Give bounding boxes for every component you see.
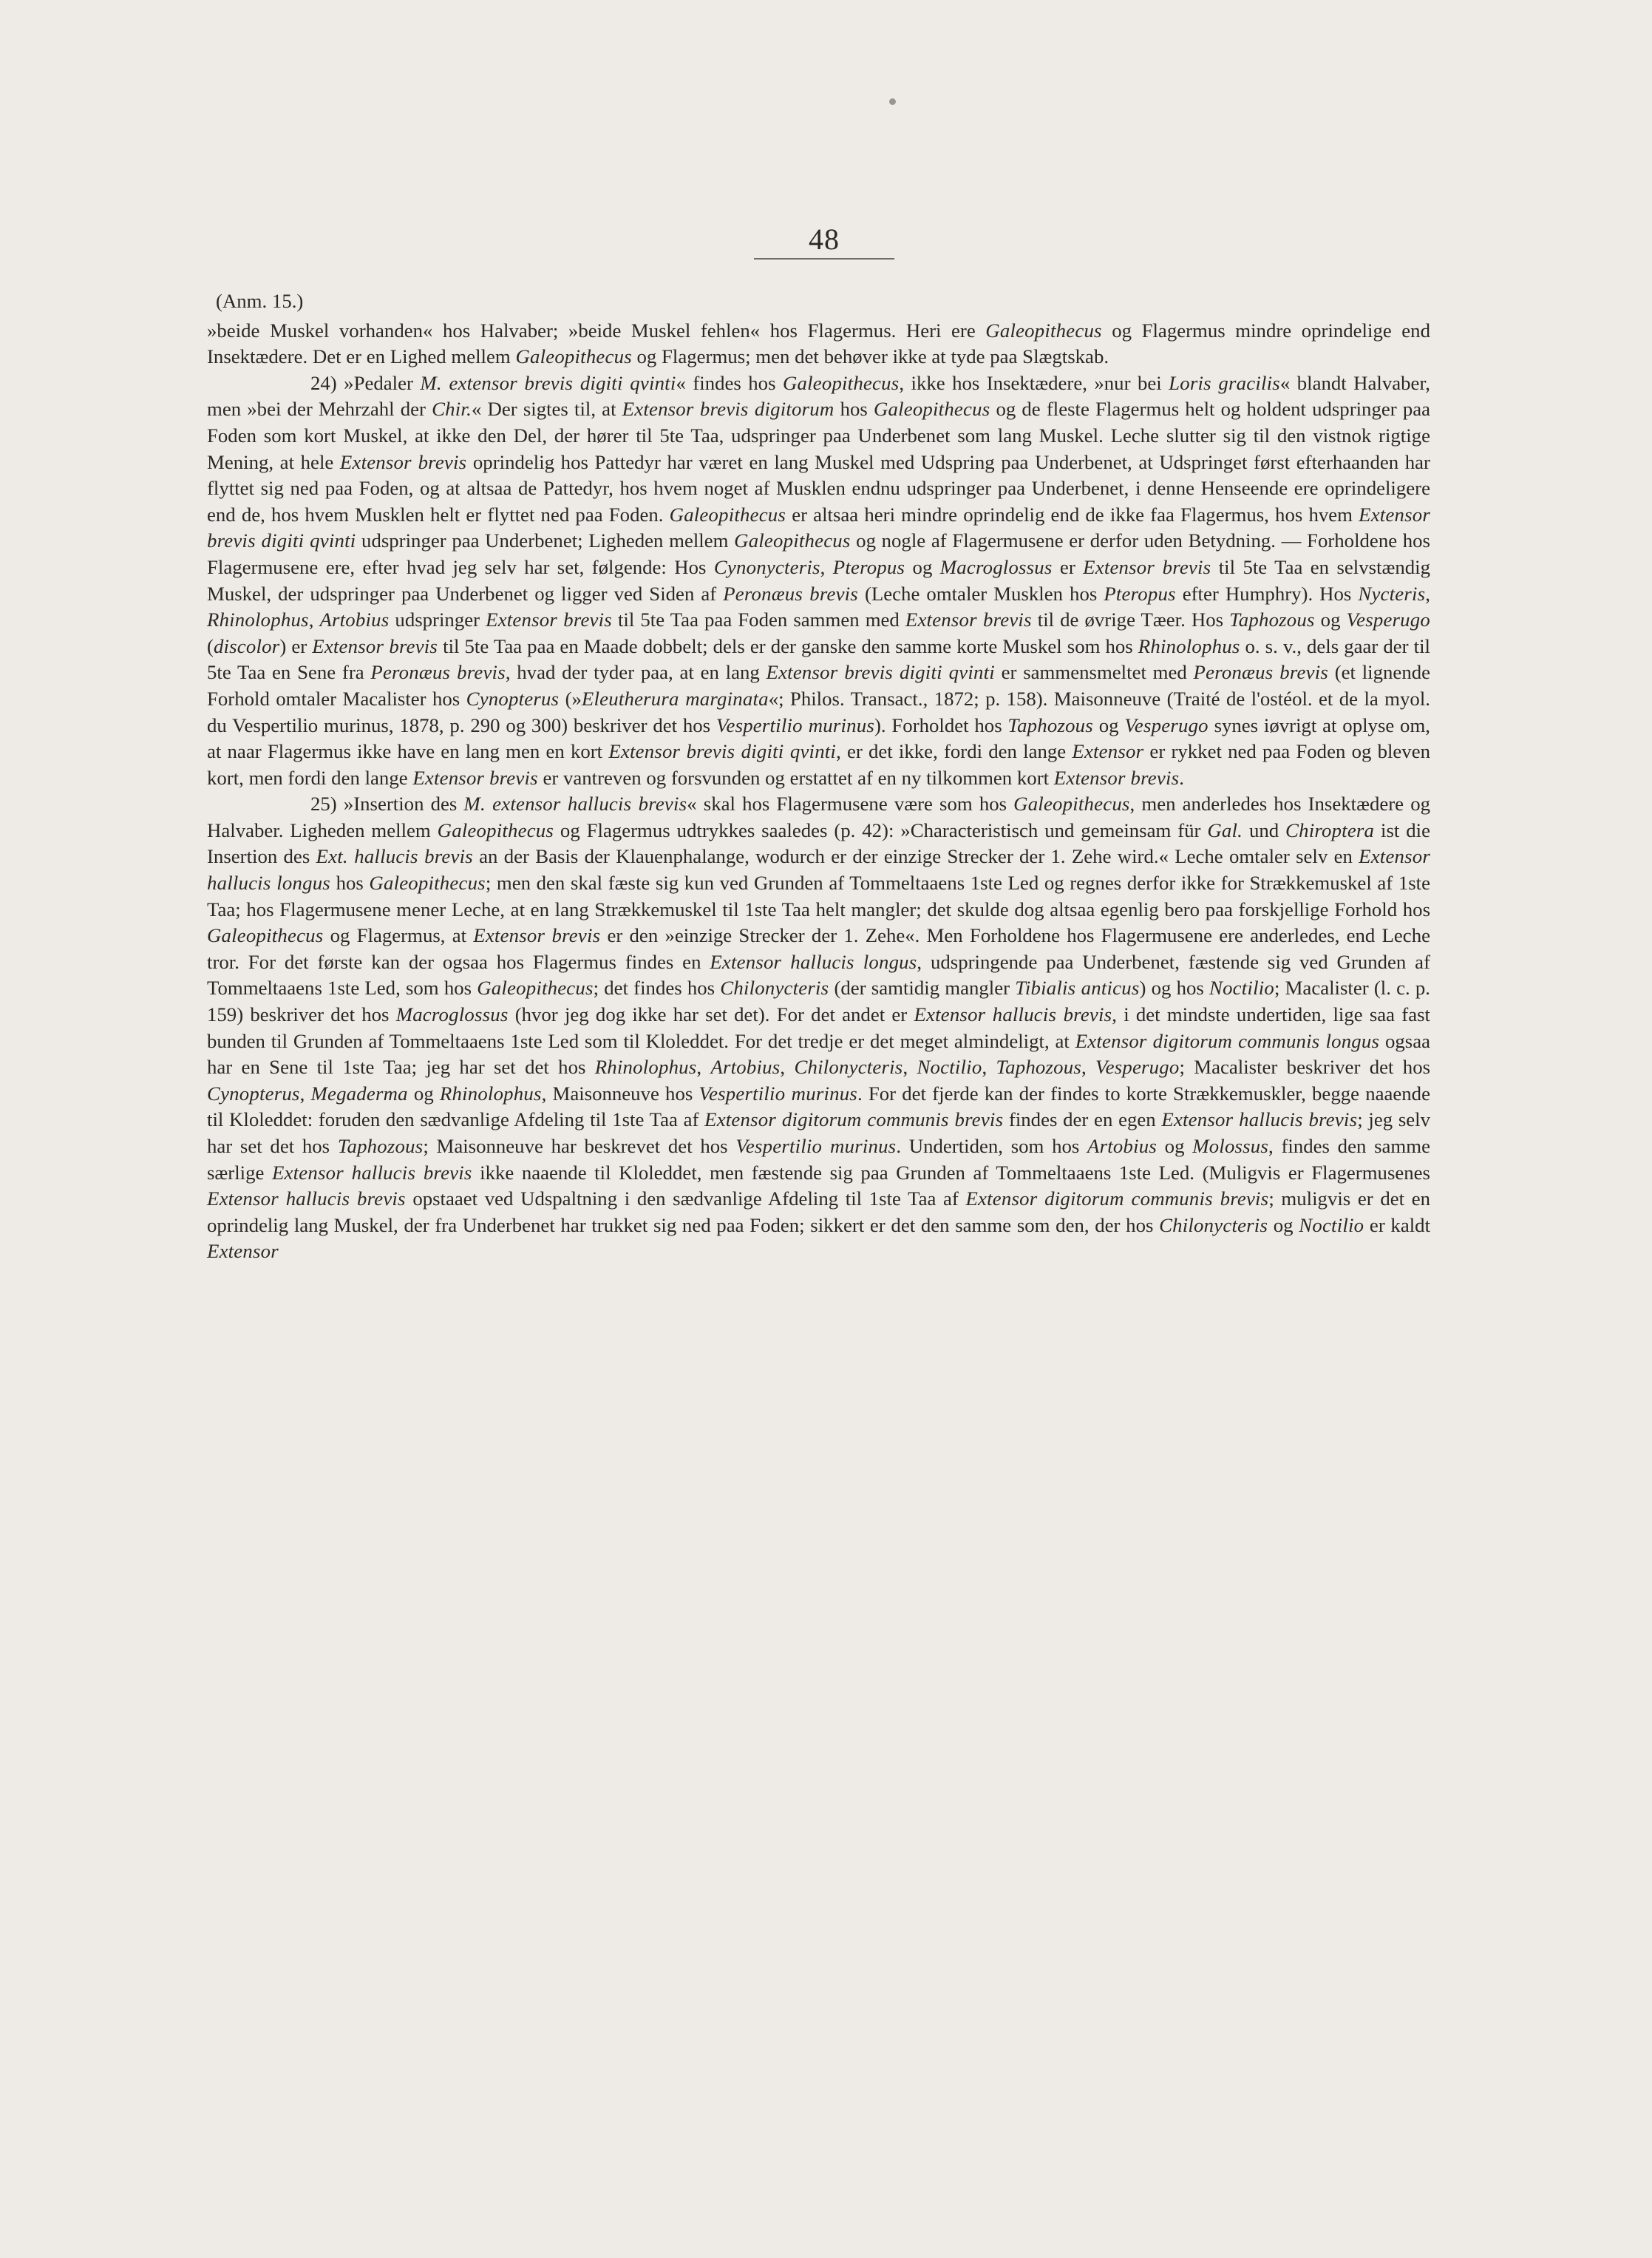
italic-term: Extensor digitorum communis brevis (704, 1108, 1004, 1131)
text-run: ikke naaende til Kloleddet, men fæstende sig paa Grunden af Tommeltaaens 1ste Led. (Muligvis er Flagermusenes (472, 1161, 1430, 1184)
italic-term: Nycteris (1358, 582, 1426, 605)
italic-term: Extensor hallucis brevis (914, 1003, 1112, 1026)
italic-term: Loris gracilis (1169, 371, 1280, 394)
page-text (207, 288, 1430, 1265)
italic-term: Pteropus (1104, 582, 1176, 605)
text-run: og (1092, 713, 1125, 736)
text-run: er den »einzige Strecker der 1. Zehe«. Men Forholdene hos Flagermusene ere anderledes, end Leche tror. For det første kan der ogsaa hos Flagermus findes en (207, 924, 1430, 973)
text-run: (der samtidig mangler (829, 977, 1016, 1000)
text-run: ; men den skal fæste sig kun ved Grunden af Tommeltaaens 1ste Led og regnes derfor ikke for Strækkemuskel af 1ste Taa; hos Flagermusene mener Leche, at en lang Strækkemuskel til 1ste Taa helt mangler; det skulde dog altsaa egenlig bero paa forskjellige Forhold hos (207, 872, 1430, 921)
italic-term: Vespertilio murinus (735, 1135, 897, 1157)
text-run: « Der sigtes til, at (471, 398, 622, 421)
text-run: »beide Muskel vorhanden« hos Halvaber; »beide Muskel fehlen« hos Flagermus. Heri ere (207, 319, 986, 342)
text-run: . For det fjerde kan der findes to korte Strækkemuskler, begge naaende til Kloleddet: foruden den sædvanlige Afdeling til 1ste Taa af (207, 1082, 1430, 1131)
text-run: , (299, 1082, 311, 1105)
text-run: « findes hos (676, 371, 783, 394)
text-run: , (1425, 582, 1430, 605)
italic-term: Galeopithecus (1013, 793, 1130, 816)
italic-term: Extensor brevis (905, 608, 1032, 631)
text-run: . Undertiden, som hos (896, 1135, 1088, 1157)
text-run: og (407, 1082, 440, 1105)
ink-speck (889, 98, 896, 105)
text-run: opstaaet ved Udspaltning i den sædvanlige Afdeling til 1ste Taa af (405, 1187, 966, 1210)
italic-term: Extensor digitorum communis longus (1075, 1029, 1380, 1052)
italic-term: Vesperugo (1095, 1056, 1180, 1079)
text-run: ogsaa har en Sene til 1ste Taa; jeg har set det hos (207, 1029, 1430, 1079)
italic-term: Galeopithecus (985, 319, 1102, 342)
text-run: og Flagermus, at (323, 924, 474, 947)
text-run: er sammensmeltet med (994, 661, 1194, 684)
italic-term: Extensor brevis digiti qvinti (207, 503, 1430, 552)
italic-term: Galeopithecus (437, 818, 554, 841)
text-run: og nogle af Flagermusene er derfor uden Betydning. — Forholdene hos Flagermusene ere, efter hvad jeg selv har set, følgende: Hos (207, 529, 1430, 578)
page-number: 48 (754, 222, 894, 260)
text-run: ) er (279, 634, 313, 657)
italic-term: Cynopterus (207, 1082, 300, 1105)
text-run: , i det mindste undertiden, lige saa fast bunden til Grunden af Tommeltaaens 1ste Led som til Kloleddet. For det tredje er det meget almindeligt, at (207, 1003, 1430, 1052)
text-run: , udspringende paa Underbenet, fæstende sig ved Grunden af Tommeltaaens 1ste Led, som hos (207, 950, 1430, 1000)
text-run: an der Basis der Klauenphalange, wodurch er der einzige Strecker der 1. Zehe wird.« Leche omtaler selv en (472, 845, 1359, 868)
text-run: til de øvrige Tæer. Hos (1031, 608, 1230, 631)
italic-term: Macroglossus (939, 555, 1053, 578)
italic-term: Eleutherura marginata (581, 687, 769, 710)
text-run: , (780, 1056, 795, 1079)
note-label: (Anm. 15.) (216, 290, 304, 312)
text-run: er rykket ned paa Foden og bleven kort, men fordi den lange (207, 740, 1431, 789)
italic-term: Galeopithecus (515, 345, 632, 368)
italic-term: Peronæus brevis (370, 661, 506, 684)
italic-term: Extensor (1072, 740, 1144, 763)
text-run: og (1156, 1135, 1193, 1157)
italic-term: Noctilio (917, 1056, 982, 1079)
text-run: 24) »Pedaler (310, 371, 421, 394)
italic-term: Chilonycteris (1159, 1213, 1268, 1236)
text-run: ist die Insertion des (207, 818, 1430, 868)
text-run: ; Maisonneuve har beskrevet det hos (423, 1135, 736, 1157)
italic-term: Noctilio (1209, 977, 1274, 1000)
text-run: , (903, 1056, 917, 1079)
italic-term: Taphozous (1229, 608, 1315, 631)
italic-term: Macroglossus (395, 1003, 509, 1026)
body-text (207, 318, 1430, 1265)
text-run: ). Forholdet hos (874, 713, 1008, 736)
text-run: efter Humphry). Hos (1175, 582, 1359, 605)
italic-term: Pteropus (832, 555, 905, 578)
paragraph (207, 318, 1430, 370)
italic-term: Taphozous (996, 1056, 1081, 1079)
text-run: udspringer paa Underbenet; Ligheden mellem (356, 529, 735, 552)
italic-term: Galeopithecus (369, 872, 486, 895)
italic-term: Chilonycteris (794, 1056, 903, 1079)
italic-term: Galeopithecus (782, 371, 900, 394)
italic-term: M. extensor brevis digiti qvinti (420, 371, 676, 394)
italic-term: Galeopithecus (734, 529, 851, 552)
text-run: og (1268, 1213, 1299, 1236)
text-run: , er det ikke, fordi den lange (836, 740, 1073, 763)
italic-term: Peronæus brevis (723, 582, 858, 605)
text-run: oprindelig hos Pattedyr har været en lang Muskel med Udspring paa Underbenet, at Udspringet først efterhaanden har flyttet sig ned paa Foden, og at altsaa de Pattedyr, hos hvem noget af Musklen endnu udspringer paa Underbenet, i denne Henseende ere oprindeligere end de, hos hvem Musklen helt er flyttet ned paa Foden. (207, 450, 1430, 526)
italic-term: M. extensor hallucis brevis (463, 793, 687, 816)
text-run: og Flagermus udtrykkes saaledes (p. 42): »Characteristisch und gemeinsam für (554, 818, 1208, 841)
text-run: , (696, 1056, 711, 1079)
italic-term: Gal. (1207, 818, 1243, 841)
text-run: « blandt Halvaber, men »bei der Mehrzahl der (207, 371, 1430, 421)
text-run: er altsaa heri mindre oprindelig end de ikke faa Flagermus, hos hvem (786, 503, 1359, 526)
text-run: ( (207, 634, 214, 657)
italic-term: Taphozous (337, 1135, 424, 1157)
text-run: findes der en egen (1003, 1108, 1162, 1131)
text-run: o. s. v., dels gaar der til 5te Taa en Sene fra (207, 634, 1430, 684)
text-run: , Maisonneuve hos (541, 1082, 699, 1105)
text-run: ; Macalister beskriver det hos (1179, 1056, 1431, 1079)
italic-term: Extensor hallucis longus (207, 845, 1430, 895)
text-run: til 5te Taa paa Foden sammen med (611, 608, 905, 631)
italic-term: Megaderma (310, 1082, 408, 1105)
text-run: , men anderledes hos Insektædere og Halvaber. Ligheden mellem (207, 793, 1430, 841)
italic-term: Galeopithecus (669, 503, 786, 526)
italic-term: Ext. hallucis brevis (316, 845, 473, 868)
text-run: ) og hos (1139, 977, 1210, 1000)
text-run: udspringer (389, 608, 486, 631)
text-run: , (1081, 1056, 1096, 1079)
italic-term: Extensor brevis digiti qvinti (766, 661, 995, 684)
text-run: og Flagermus; men det behøver ikke at tyde paa Slægtskab. (631, 345, 1109, 368)
italic-term: Galeopithecus (207, 924, 324, 947)
text-run: og Flagermus mindre oprindelige end Insektædere. Det er en Lighed mellem (207, 319, 1430, 368)
italic-term: Noctilio (1299, 1213, 1364, 1236)
italic-term: Rhinolophus (1138, 634, 1240, 657)
italic-term: Extensor hallucis brevis (1161, 1108, 1358, 1131)
italic-term: Chir. (432, 398, 472, 421)
italic-term: Rhinolophus (594, 1056, 697, 1079)
italic-term: Artobius (319, 608, 390, 631)
italic-term: Chilonycteris (720, 977, 829, 1000)
paragraph (207, 370, 1430, 792)
italic-term: Artobius (710, 1056, 781, 1079)
italic-term: Vespertilio murinus (698, 1082, 857, 1105)
text-run: (Leche omtaler Musklen hos (857, 582, 1104, 605)
paragraph (207, 791, 1430, 1265)
italic-term: Extensor hallucis longus (710, 950, 917, 973)
text-run: ; muligvis er det en oprindelig lang Muskel, der fra Underbenet har trukket sig ned paa Foden; sikkert er det den samme som den, der hos (207, 1187, 1430, 1236)
text-run: , (982, 1056, 996, 1079)
italic-term: Chiroptera (1285, 818, 1375, 841)
italic-term: Extensor brevis digiti qvinti (608, 740, 837, 763)
text-run: . (1179, 766, 1184, 789)
italic-term: Galeopithecus (477, 977, 594, 1000)
text-run: , findes den samme særlige (207, 1135, 1430, 1184)
italic-term: Vespertilio murinus (715, 713, 874, 736)
text-run: , (820, 555, 833, 578)
text-run: , hvad der tyder paa, at en lang (505, 661, 766, 684)
text-run: « skal hos Flagermusene være som hos (687, 793, 1014, 816)
italic-term: Rhinolophus (207, 608, 309, 631)
italic-term: Extensor brevis (486, 608, 612, 631)
text-run: og (905, 555, 940, 578)
italic-term: Extensor brevis (1083, 555, 1211, 578)
italic-term: Tibialis anticus (1015, 977, 1140, 1000)
text-run: hos (330, 872, 370, 895)
italic-term: Extensor brevis (339, 450, 467, 473)
text-run: , (308, 608, 320, 631)
text-run: hos (834, 398, 874, 421)
italic-term: Extensor hallucis brevis (271, 1161, 472, 1184)
italic-term: Extensor brevis (1053, 766, 1180, 789)
text-run: og (1314, 608, 1347, 631)
italic-term: Extensor brevis (312, 634, 438, 657)
italic-term: Cynonycteris (713, 555, 820, 578)
text-run: til 5te Taa paa en Maade dobbelt; dels er der ganske den samme korte Muskel som hos (438, 634, 1138, 657)
text-run: und (1243, 818, 1286, 841)
italic-term: Galeopithecus (873, 398, 990, 421)
italic-term: Molossus (1192, 1135, 1269, 1157)
text-run: (hvor jeg dog ikke har set det). For det andet er (508, 1003, 914, 1026)
italic-term: Artobius (1087, 1135, 1157, 1157)
italic-term: Vesperugo (1124, 713, 1209, 736)
text-run: og de fleste Flagermus helt og holdent udspringer paa Foden som kort Muskel, at ikke den Del, der hører til 5te Taa, udspringer paa Underbenet som lang Muskel. Leche slutter sig til den vistnok rigtige Mening, at hele (207, 398, 1431, 473)
text-run: , ikke hos Insektædere, »nur bei (899, 371, 1169, 394)
italic-term: Cynopterus (466, 687, 560, 710)
italic-term: Extensor brevis (473, 924, 601, 947)
text-run: synes iøvrigt at oplyse om, at naar Flagermus ikke have en lang men en kort (207, 713, 1430, 763)
italic-term: discolor (213, 634, 280, 657)
text-run: (et lignende Forhold omtaler Macalister hos (207, 661, 1431, 710)
italic-term: Extensor digitorum communis brevis (965, 1187, 1269, 1210)
text-run: (» (559, 687, 582, 710)
text-run: 25) »Insertion des (310, 793, 464, 816)
italic-term: Extensor brevis digitorum (622, 398, 835, 421)
text-run: er kaldt (1364, 1213, 1431, 1236)
text-run: ; det findes hos (593, 977, 721, 1000)
italic-term: Rhinolophus (439, 1082, 542, 1105)
italic-term: Peronæus brevis (1193, 661, 1328, 684)
italic-term: Taphozous (1007, 713, 1093, 736)
text-run: ; Macalister (l. c. p. 159) beskriver det hos (207, 977, 1431, 1026)
italic-term: Vesperugo (1346, 608, 1430, 631)
text-run: er vantreven og forsvunden og erstattet af en ny tilkommen kort (537, 766, 1054, 789)
italic-term: Extensor brevis (412, 766, 538, 789)
text-run: ; jeg selv har set det hos (207, 1108, 1431, 1157)
text-run: til 5te Taa en selvstændig Muskel, der udspringer paa Underbenet og ligger ved Siden af (207, 555, 1431, 605)
italic-term: Extensor hallucis brevis (207, 1187, 406, 1210)
italic-term: Extensor (207, 1240, 279, 1263)
text-run: er (1052, 555, 1084, 578)
text-run: «; Philos. Transact., 1872; p. 158). Maisonneuve (Traité de l'ostéol. et de la myol. du Vespertilio murinus, 1878, p. 290 og 300) beskriver det hos (207, 687, 1430, 736)
